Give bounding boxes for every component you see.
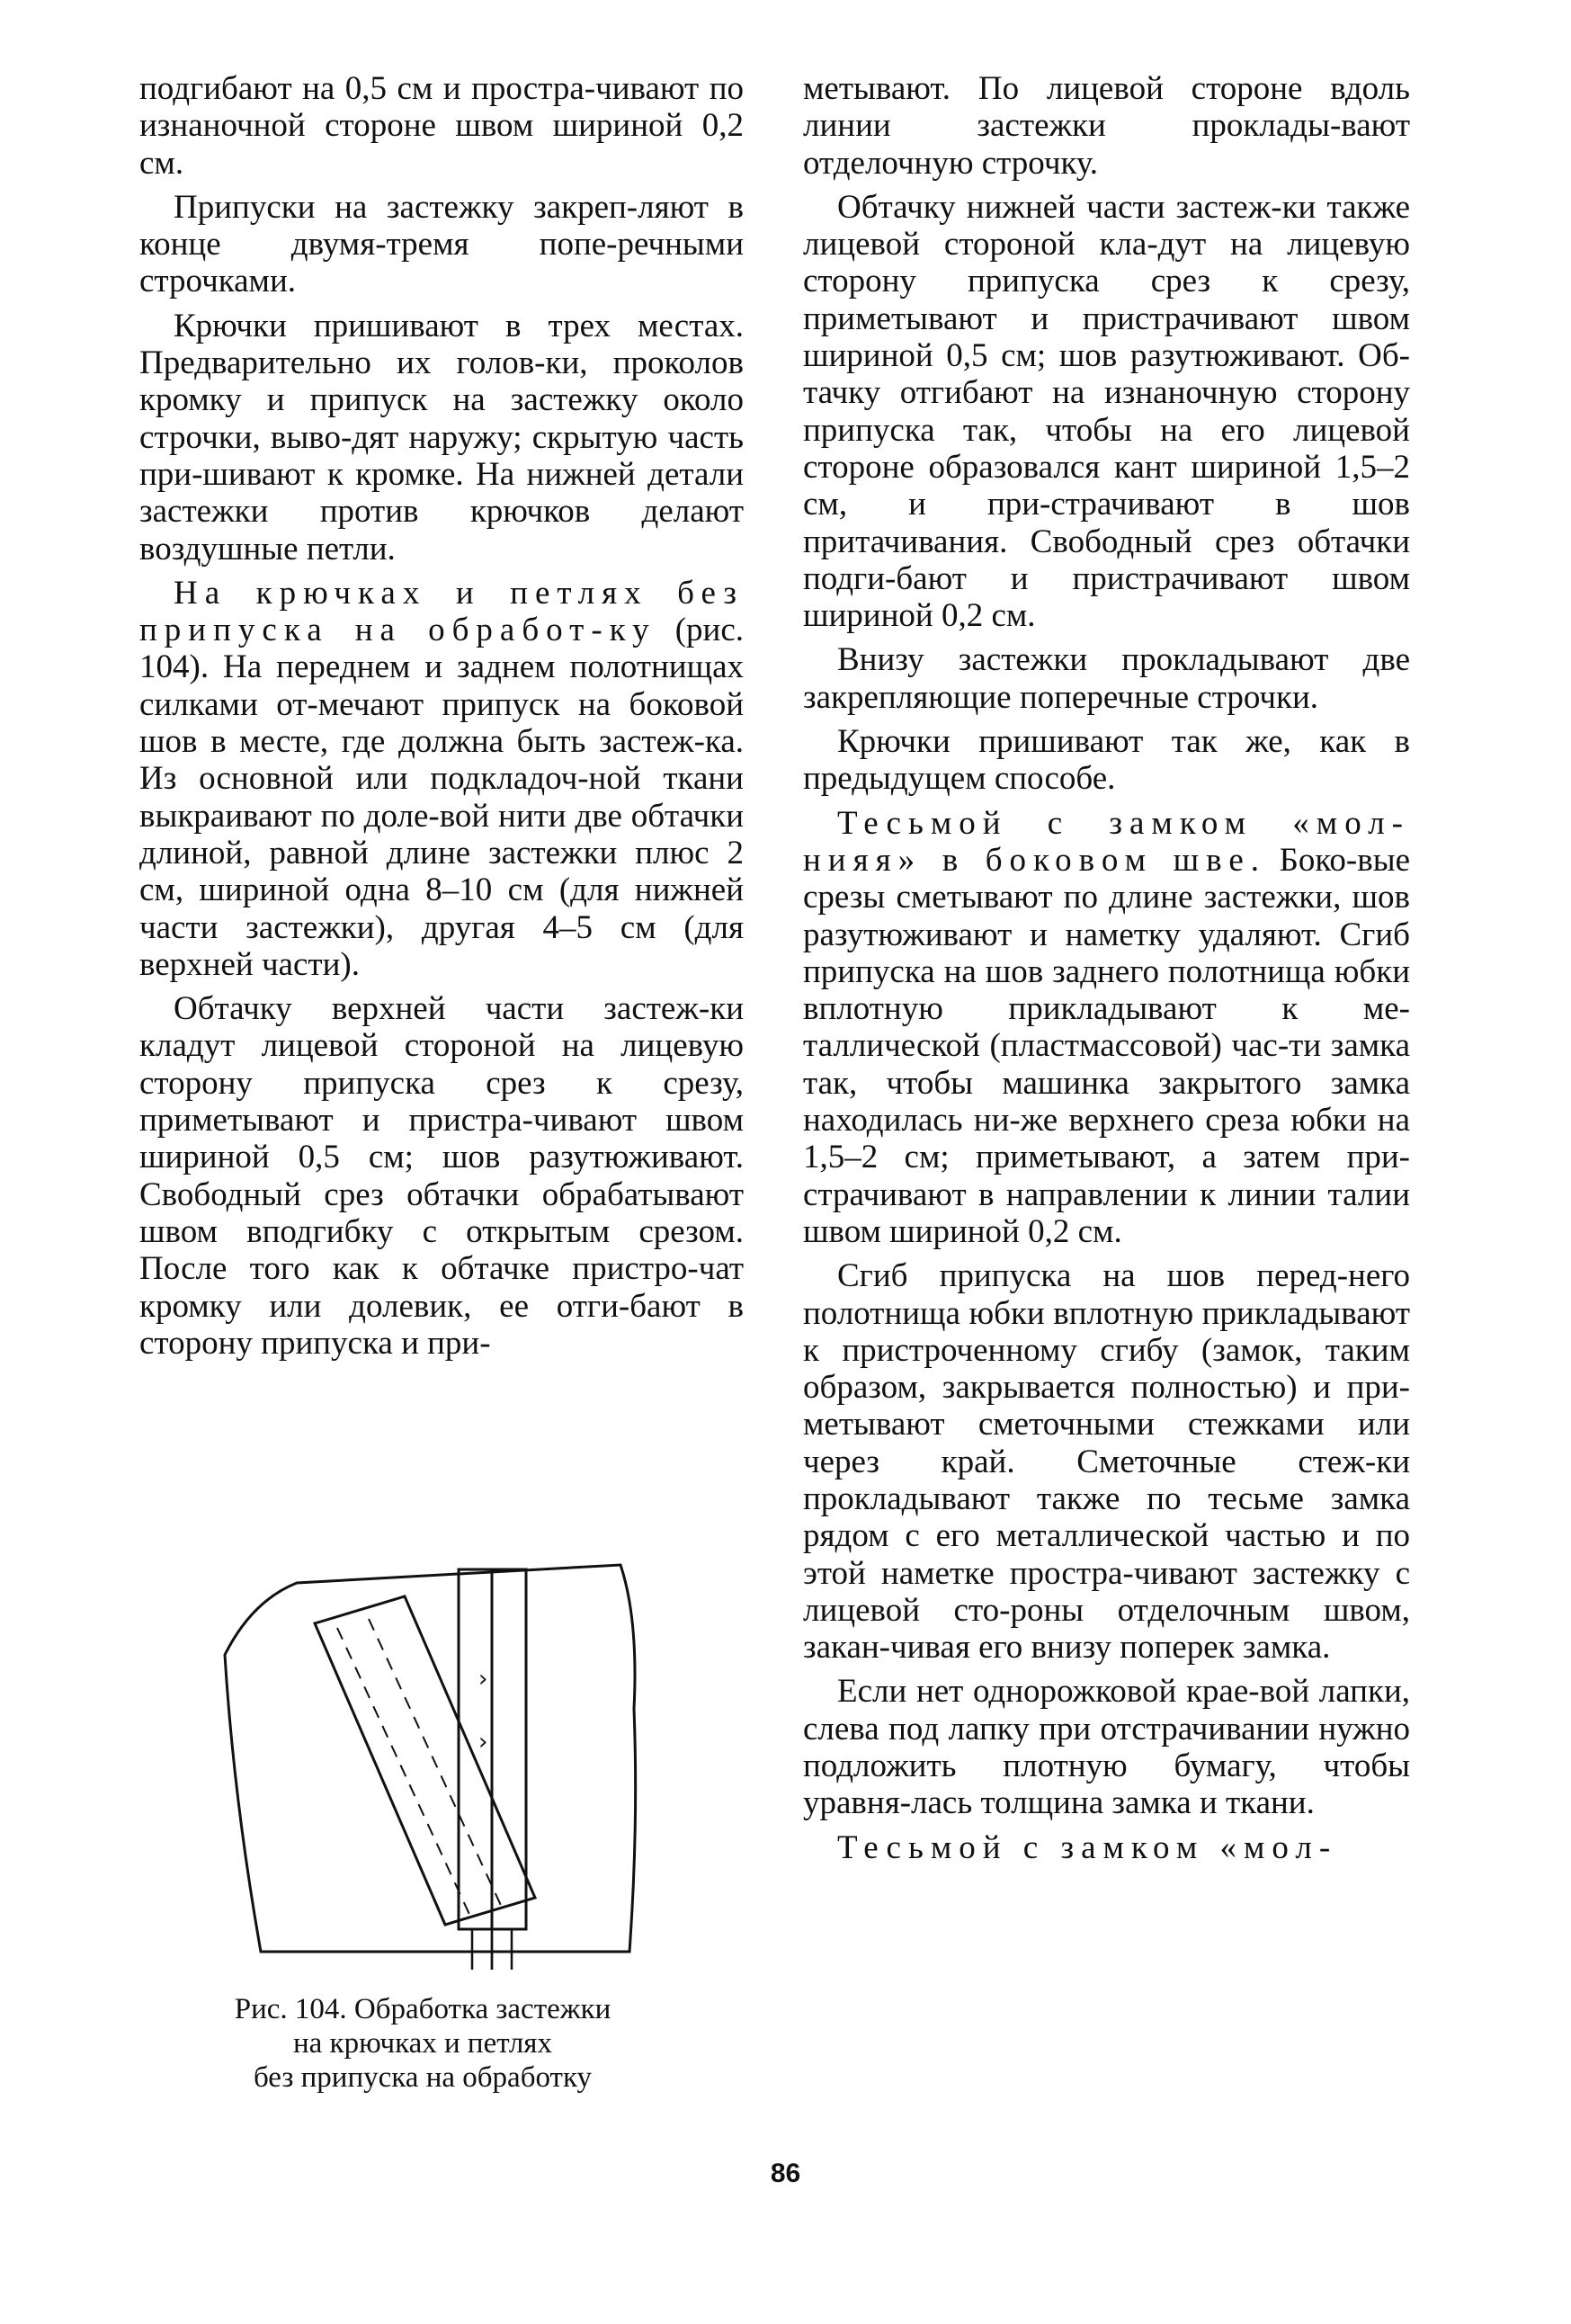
lead-phrase-r7: Тесьмой с замком «мол- xyxy=(837,1828,1338,1866)
paragraph-r5: Сгиб припуска на шов перед-него полотнища юбки вплотную прикладывают к пристроченному сгибу (замок, таким образом, закрывается полностью) и при-метывают сметочными стежками или через край. Сметочные стеж-ки прокладывают также по тесьме замка рядом с его металлической частью и по этой наметке простра-чивают застежку с лицевой сто-роны отделочным швом, закан-чивая его внизу поперек замка. xyxy=(803,1257,1410,1667)
paragraph-r7 xyxy=(803,1829,1410,1866)
body-text-l3: (рис. 104). На переднем и заднем полотнищах силками от-мечают припуск на боковой шов в месте, где должна быть застеж-ка. Из основной или подкладоч-ной ткани выкраивают по доле-вой нити две обтачки длиной, равной длине застежки плюс 2 см, шириной одна 8–10 см (для нижней части застежки), другая 4–5 см (для верхней части). xyxy=(139,612,744,983)
upper-facing-stitch-1 xyxy=(337,1628,472,1920)
hook-mark-lower: › xyxy=(478,1729,488,1756)
left-column xyxy=(139,70,744,1362)
page-number: 86 xyxy=(770,2159,801,2188)
caption-line-2: на крючках и петлях xyxy=(293,2027,552,2060)
figure-104-illustration xyxy=(171,1529,710,1970)
body-text-r4: Боко-вые срезы сметывают по длине застежки, шов разутюживают и наметку удаляют. Сгиб припуска на шов заднего полотнища юбки вплотную прикладывают к ме-таллической (пластмассовой) час-ти замка так, чтобы машинка закрытого замка находилась ни-же верхнего среза юбки на 1,5–2 см; приметывают, а затем при-страчивают в направлении к линии талии швом шириной 0,2 см. xyxy=(803,841,1410,1250)
fabric-outline xyxy=(225,1565,636,1952)
paragraph-l3 xyxy=(139,575,744,983)
paragraph-r6: Если нет однорожковой крае-вой лапки, слева под лапку при отстрачивании нужно подложить плотную бумагу, чтобы уравня-лась толщина замка и ткани. xyxy=(803,1673,1410,1822)
paragraph-r1: Обтачку нижней части застеж-ки также лицевой стороной кла-дут на лицевую сторону припуска срез к срезу, приметывают и пристрачивают швом шириной 0,5 см; шов разутюживают. Об-тачку отгибают на изнаночную сторону припуска так, чтобы на его лицевой стороне образовался кант шириной 1,5–2 см, и при-страчивают в шов притачивания. Свободный срез обтачки подги-бают и пристрачивают швом шириной 0,2 см. xyxy=(803,188,1410,635)
caption-line-3: без припуска на обработку xyxy=(253,2061,593,2094)
paragraph-r2: Внизу застежки прокладывают две закрепляющие поперечные строчки. xyxy=(803,641,1410,716)
paragraph-r4 xyxy=(803,805,1410,1251)
paragraph-r3: Крючки пришивают так же, как в предыдущем способе. xyxy=(803,723,1410,798)
paragraph-l4: Обтачку верхней части застеж-ки кладут лицевой стороной на лицевую сторону припуска срез к срезу, приметывают и пристра-чивают швом шириной 0,5 см; шов разутюживают. Свободный срез обтачки обрабатывают швом вподгибку с открытым срезом. После того как к обтачке пристро-чат кромку или долевик, ее отги-бают в сторону припуска и при- xyxy=(139,990,744,1362)
paragraph-r0: метывают. По лицевой стороне вдоль линии застежки проклады-вают отделочную строчку. xyxy=(803,70,1410,182)
lead-phrase-l3: На крючках и петлях без припуска на обработ-ку xyxy=(139,574,744,649)
right-column xyxy=(803,70,1410,1866)
upper-facing xyxy=(315,1596,535,1925)
caption-line-1: Рис. 104. Обработка застежки xyxy=(234,1993,611,2025)
tape-bottom-left xyxy=(472,1929,492,1970)
figure-caption xyxy=(144,1992,701,2095)
paragraph-l2: Крючки пришивают в трех местах. Предварительно их голов-ки, проколов кромку и припуск на застежку около строчки, выво-дят наружу; скрытую часть при-шивают к кромке. На нижней детали застежки против крючков делают воздушные петли. xyxy=(139,307,744,568)
lead-phrase-r4: Тесьмой с замком «мол-нияя» в боковом шве. xyxy=(803,804,1410,879)
upper-facing-stitch-2 xyxy=(369,1619,504,1911)
tape-bottom-right xyxy=(492,1929,512,1970)
hook-mark-upper: › xyxy=(478,1666,488,1693)
paragraph-l1: Припуски на застежку закреп-ляют в конце двумя-тремя попе-речными строчками. xyxy=(139,188,744,300)
paragraph-l0: подгибают на 0,5 см и простра-чивают по изнаночной стороне швом шириной 0,2 см. xyxy=(139,70,744,182)
